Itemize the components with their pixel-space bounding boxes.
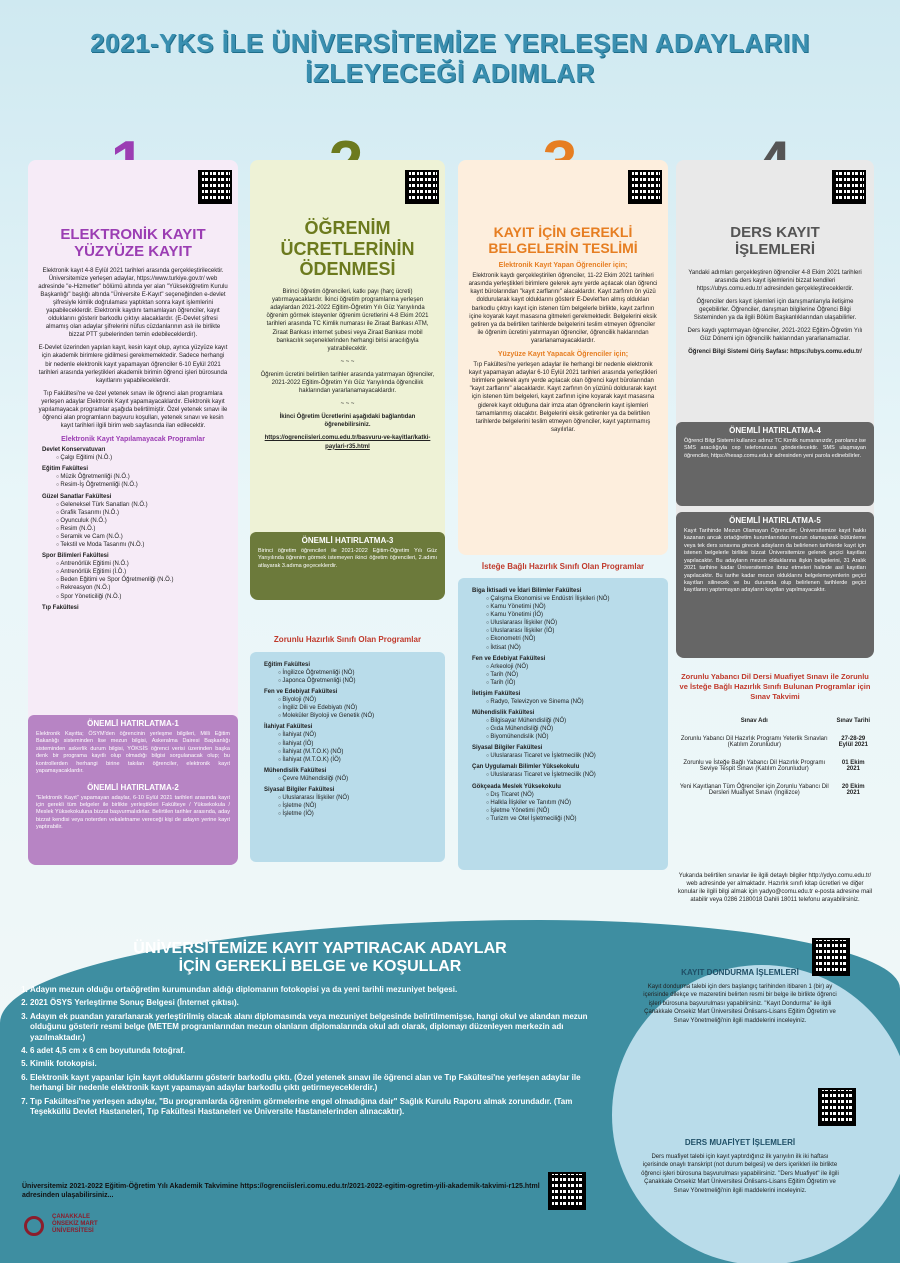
step-1-title: ELEKTRONİK KAYIT YÜZYÜZE KAYIT [60,226,206,261]
faculty-name: İlahiyat Fakültesi [264,724,313,731]
program-item: ○ Tarih (NÖ) [486,671,668,679]
program-item: ○ Antrenörlük Eğitimi (İ.Ö.) [56,568,238,576]
program-item: ○ Müzik Öğretmenliği (N.Ö.) [56,473,238,481]
program-item: ○ Uluslararası İlişkiler (NÖ) [278,794,445,802]
step-2-panel [250,160,445,600]
exam-table [676,712,874,802]
program-item: ○ İşletme (NÖ) [278,802,445,810]
requirement-item: 2. 2021 ÖSYS Yerleştirme Sonuç Belgesi (İnternet çıktısı). [30,998,590,1008]
program-item: ○ Turizm ve Otel İşletmeciliği (NÖ) [486,815,668,823]
step-3-para: Elektronik kaydı gerçekleştirilen öğrenciler, 11-22 Ekim 2021 tarihleri arasında yerleştikleri birimlere gelerek aynı yerde açılacak olan öğrenci kayıt bürolarından "kayıt zarflarını" alacaklardır. Kayıt zarfının ön yüzü doldurularak kayıt olduklarını gösterir E-Devlet'ten almış oldukları barkodlu çıktıyı kayıt için istenen tüm belgelerle birlikte, kayıt zarfının içine koyarak kayıt masasına gitmeleri gerekmektedir. Belgelerini eksik getiren ya da belirtilen tarihlerde belgelerini teslim etmeyen öğrenciler ile öğrenim ücretini yatırmayan öğrenciler, öğrencilik haklarından yararlanamayacaklardır. [468,273,658,344]
exam-col-date: Sınav Tarihi [836,718,871,724]
requirement-item: 6. Elektronik kayıt yapanlar için kayıt olduklarını gösterir barkodlu çıktı. (Özel yetenek sınavı ile öğrenci alan ve Tıp Fakültesi'ne yerleşen adaylar ile herhangi bir nedenle elektronik kayıt yapamayan adaylar barkodlu çıktı getirmeyeceklerdir.) [30,1073,590,1094]
table-row: Yeni Kayıtlanan Tüm Öğrenciler için Zorunlu Yabancı Dil Dersleri Muafiyet Sınavı (İngilizce) 20 Ekim 2021 [679,784,865,796]
program-item: ○ İktisat (NÖ) [486,644,668,652]
faculty-name: Tıp Fakültesi [42,604,79,611]
requirement-item: 7. Tıp Fakültesi'ne yerleşen adaylar, "Bu programlarda öğrenim görmelerine engel olmadığına dair" Sağlık Kurulu Raporu almak zorundadır. (Tam Teşekküllü Devlet Hastaneleri, Tıp Fakültesi Hastaneleri ve Üniversite Hastanelerinden alınacaktır). [30,1097,590,1118]
freeze-text: Kayıt dondurma talebi için ders başlangıç tarihinden itibaren 1 (bir) ay içerisinde dilekçe ve mazeretini belirten resmi bir belge ile birlikte öğrenci işleri bürosuna başvurulması yapabilirsiniz. "Kayıt Dondurma" ile ilgili Çanakkale Onsekiz Mart Üniversitesi Önlisans-Lisans Eğitim Öğretim ve Sınav Yönetmeliği'nin ilgili maddelerini inceleyiniz. [643,984,837,1024]
calendar-note[interactable]: Üniversitemiz 2021-2022 Eğitim-Öğretim Yılı Akademik Takvimine https://ogrenciisleri.comu.edu.tr/2021-2022-egitim-ogretim-yili-akademik-takvimi-r125.html adresinden ulaşabilirsiniz... [22,1183,540,1200]
requirement-item: 4. 6 adet 4,5 cm x 6 cm boyutunda fotoğraf. [30,1046,590,1056]
faculty-name: Siyasal Bilgiler Fakültesi [264,786,335,793]
freeze-section [640,968,840,1025]
note-4-title: ÖNEMLİ HATIRLATMA-4 [729,426,821,435]
step-3-para: Tıp Fakültesi'ne yerleşen adaylar ile herhangi bir nedenle elektronik kayıt yapamayan adaylar 6-10 Eylül 2021 tarihleri arasında yerleştikleri birimlere gelerek aynı yerde açılacak olan öğrenci kayıt bürolarından "kayıt zarflarını" alacaklardır. Kayıt zarfının ön yüzünü doldurarak kayıt için istenen tüm belgeleri, kayıt zarfının içine koyarak kayıt masasına giderek kayıt olduğuna dair imza atan öğrencilerin kayıt işlemleri tamamlanmış olacaktır. Belgelerini eksik getirenler ya da belirtilen tarihlerde belgelerini teslim etmeyen öğrenciler, kayıt yaptırmamış sayılırlar. [468,362,658,433]
step-4-para: Ders kaydı yaptırmayan öğrenciler, 2021-2022 Eğitim-Öğretim Yılı Güz Dönemi için öğrencilik haklarından yararlanamazlar. [687,328,863,343]
program-item: ○ Moleküler Biyoloji ve Genetik (NÖ) [278,712,445,720]
program-item: ○ Arkeoloji (NÖ) [486,663,668,671]
exempt-section [640,1138,840,1195]
qr-code-icon[interactable] [818,1088,856,1126]
faculty-name: Biga İktisadi ve İdari Bilimler Fakültesi [472,588,582,594]
program-item: ○ Kamu Yönetimi (NÖ) [486,603,668,611]
no-ekayit-list [28,447,238,610]
exam-info: Yukarıda belirtilen sınavlar ile ilgili detaylı bilgiler http://ydyo.comu.edu.tr/ web adresinde yer almaktadır. Hazırlık sınıfı kitap ücretleri ve diğer konular ile ilgili bilgi almak için yadyo@comu.edu.tr e-posta adresine mail atabilir veya 0286 2180018 Dahili 18011 telefonu arayabilirsiniz. [677,873,873,904]
step-1-para: Elektronik kayıt 4-8 Eylül 2021 tarihleri arasında gerçekleştirilecektir. Üniversitemize yerleşen adaylar, https://www.turkiye.gov.tr/ web adresinde "e-Hizmetler" bölümü altında yer alan "Yükseköğretim Kurulu Başkanlığı" başlığı altında "Üniversite E-Kayıt" seçeneğinden e-devlet şifresiyle kimlik doğrulaması yaptıktan sonra kayıt işlemlerini yapabileceklerdir. Elektronik kaydını tamamlayan öğrenciler, kayıt olduklarını gösterir barkodlu çıktıyı alacaklardır. (E-Devlet şifresi almamış olan adaylar şifrelerini nüfus cüzdanlarının aslı ile birlikte bizzat PTT şubelerinden temin edebileceklerdir). [38,267,228,339]
note-5-box [676,512,874,658]
program-item: ○ Uluslararası İlişkiler (İÖ) [486,627,668,635]
no-ekayit-title: Elektronik Kayıt Yapılamayacak Programlar [61,436,205,444]
step-2-sep: ~ ~ ~ [340,358,355,365]
program-item: ○ Uluslararası Ticaret ve İşletmecilik (NÖ) [486,752,668,760]
program-item: ○ Resim-İş Öğretmenliği (N.Ö.) [56,481,238,489]
program-item: ○ Japonca Öğretmenliği (NÖ) [278,677,445,685]
exempt-title: DERS MUAFİYET İŞLEMLERİ [684,1138,796,1147]
faculty-name: İletişim Fakültesi [472,690,521,697]
requirement-item: 1. Adayın mezun olduğu ortaöğretim kurumundan aldığı diplomanın fotokopisi ya da yeni tarihli mezuniyet belgesi. [30,985,590,995]
note-2-title: ÖNEMLİ HATIRLATMA-2 [87,782,179,792]
program-item: ○ İngiliz Dili ve Edebiyatı (NÖ) [278,704,445,712]
step-3-sub: Elektronik Kayıt Yapan Öğrenciler için; [498,262,628,270]
step-4-panel [676,160,874,658]
note-3-title: ÖNEMLİ HATIRLATMA-3 [301,536,394,545]
faculty-name: Çan Uygulamalı Bilimler Yüksekokulu [472,764,580,771]
faculty-name: Mühendislik Fakültesi [472,710,535,717]
program-item: ○ Ekonometri (NÖ) [486,635,668,643]
program-item: ○ Spor Yöneticiliği (N.Ö.) [56,593,238,601]
note-5-text: Kayıt Tarihinde Mezun Olamayan Öğrenciler; Üniversitemize kayıt hakkı kazanan ancak ortaöğretim kurumlarından mezun olamayarak bütünleme veya tek ders sınavına girecek adayların da belirlenen tarihlerde kayıt için istenen belgelerle birlikte bizzat Üniversitemize gelerek geçici kayıtları yapılacaktır. Bu adayların mezun olduklarına ilişkin belgelerini, 31 Aralık 2021 tarihine kadar Üniversitemize ibraz etmeleri halinde asıl kayıtları yapılacaktır. Bu tarihe kadar mezun olduklarını belgelemeyenlerin geçici kayıtları silinecek ve bu durumda olup belirlenen tarihlerde geçici kayıtlarını yaptırmayan adayların kayıtları yapılmayacaktır. [684,528,866,594]
compulsory-prep-panel [250,652,445,862]
qr-code-icon[interactable] [832,170,866,204]
program-item: ○ İlahiyat (M.T.O.K) (NÖ) [278,748,445,756]
note-5-title: ÖNEMLİ HATIRLATMA-5 [729,516,821,525]
step-2-title: ÖĞRENİM ÜCRETLERİNİN ÖDENMESİ [280,218,415,280]
exam-col-name: Sınav Adı [740,718,768,724]
program-item: ○ Çalgı Eğitimi (N.Ö.) [56,454,238,462]
program-item: ○ Dış Ticaret (NÖ) [486,791,668,799]
program-item: ○ Seramik ve Cam (N.Ö.) [56,533,238,541]
note-2-text: "Elektronik Kayıt" yapamayan adaylar, 6-10 Eylül 2021 tarihleri arasında kayıt için gerekli tüm belgeler ile birlikte yerleştikleri Fakülteye / Yüksekokula / Meslek Yüksekokuluna bizzat başvurmalıdırlar. Belirtilen tarihler arasında, aday bizzat kendisi veya noterden vekaletname vereceği kişi de adayın yerine kayıt yaptırabilir. [36,794,230,831]
exam-title: Zorunlu Yabancı Dil Dersi Muafiyet Sınavı ile Zorunlu ve İsteğe Bağlı Hazırlık Sınıfı Bulunan Programlar için Sınav Takvimi [679,672,871,701]
program-item: ○ İşletme Yönetimi (NÖ) [486,807,668,815]
program-item: ○ Uluslararası Ticaret ve İşletmecilik (NÖ) [486,771,668,779]
compulsory-prep-list [250,652,445,818]
step-1-panel [28,160,238,865]
note-4-text: Öğrenci Bilgi Sistemi kullanıcı adınız TC Kimlik numaranızdır, parolanız ise SMS aracılığıyla cep telefonunuza gönderilecektir. SMS ulaşmayan öğrenciler, https://hesap.comu.edu.tr adresinden yeni parola edinebilirler. [684,438,866,459]
step-3-title: KAYIT İÇİN GEREKLİ BELGELERİN TESLİMİ [488,224,638,257]
step-3-panel [458,160,668,555]
faculty-name: Fen ve Edebiyat Fakültesi [264,689,338,696]
program-item: ○ Biyoloji (NÖ) [278,696,445,704]
faculty-name: Devlet Konservatuvarı [42,447,106,454]
program-item: ○ Oyunculuk (N.Ö.) [56,517,238,525]
program-item: ○ Halkla İlişkiler ve Tanıtım (NÖ) [486,799,668,807]
program-item: ○ Grafik Tasarımı (N.Ö.) [56,509,238,517]
faculty-name: Mühendislik Fakültesi [264,767,327,774]
step-2-para: Birinci öğretim öğrencileri, katkı payı (harç ücreti) yatırmayacaklardır. İkinci öğretim programlarına yerleşen adaylardan 2021-2022 Eğitim-Öğretim Yılı Güz Yarıyılında öğrenim görmek isteyenler öğrenim ücretlerini 4-8 Ekim 2021 tarihleri arasında TC Kimlik numarası ile Ziraat Bankası ATM, Ziraat Bankası internet şubesi veya Ziraat Bankası mobil bankacılık seçeneklerinden herhangi birisi aracılığıyla yatırabilecektir. [266,289,429,352]
exempt-text: Ders muafiyet talebi için kayıt yaptırdığınız ilk yarıyılın ilk iki haftası içerisinde onaylı transkript (not durum belgesi) ve ders içerikleri ile birlikte öğrenci işleri bürosuna başvurulması yapabilirsiniz. "Ders Muafiyet" ile ilgili Çanakkale Onsekiz Mart Üniversitesi Önlisans-Lisans Eğitim Öğretim ve Sınav Yönetmeliği'nin ilgili maddelerini inceleyiniz. [641,1154,839,1194]
note-1-2-box [28,715,238,865]
program-item: ○ Rekreasyon (N.Ö.) [56,584,238,592]
table-row: Zorunlu ve İsteğe Bağlı Yabancı Dil Hazırlık Programı Seviye Tespit Sınavı (Katılım Zorunludur) 01 Ekim 2021 [683,760,865,772]
faculty-name: Güzel Sanatlar Fakültesi [42,493,112,500]
qr-code-icon[interactable] [548,1172,586,1210]
step-4-title: DERS KAYIT İŞLEMLERİ [730,224,820,259]
requirement-item: 3. Adayın ek puandan yararlanarak yerleştirilmiş olacak alanı diplomasında veya mezuniyet belgesinde belirtilmemişse, hangi okul ve alandan mezun olduğunu gösterir resmi belge (METEM programlarından mezun olanların diplomalarında okul adı olarak, diplomayı düzenleyen merkezin adı yazılmaktadır.) [30,1012,590,1043]
optional-prep-panel [458,578,668,870]
note-3-text: Birinci öğretim öğrencileri ile 2021-2022 Eğitim-Öğretim Yılı Güz Yarıyılında öğrenim görmek istemeyen ikinci öğretim öğrencileri, 2.adımı atlayarak 3.adıma geçeceklerdir. [258,548,437,569]
program-item: ○ İşletme (İÖ) [278,810,445,818]
step-1-para: Tıp Fakültesi'ne ve özel yetenek sınavı ile öğrenci alan programlara yerleşen adaylar Elektronik Kayıt yapamayacaklardır. Elektronik kayıt yapılamayacak programlar aşağıda belirtilmiştir. Özel yetenek sınavı ile öğrenci alan programların başvuru koşulları, yetenek sınavı ve kesin kayıt tarihleri ilgili birim web sayfasında ilan edilecektir. [38,390,228,430]
compulsory-prep-title: Zorunlu Hazırlık Sınıfı Olan Programlar [273,635,422,644]
faculty-name: Fen ve Edebiyat Fakültesi [472,655,546,662]
poster-title-line2: İZLEYECEĞİ ADIMLAR [305,58,595,88]
program-item: ○ Biyomühendislik (NÖ) [486,733,668,741]
obs-link[interactable]: Öğrenci Bilgi Sistemi Giriş Sayfası: https://ubys.comu.edu.tr/ [688,349,862,356]
qr-code-icon[interactable] [405,170,439,204]
requirements-list [30,985,590,1120]
step-4-para: Yandaki adımları gerçekleştiren öğrenciler 4-8 Ekim 2021 tarihleri arasında ders kayıt işlemlerini bizzat kendileri https://ubys.comu.edu.tr/ adresinden gerçekleştireceklerdir. [688,269,862,292]
step-2-para: İkinci Öğretim Ücretlerini aşağıdaki bağlantıdan öğrenebilirsiniz. [279,414,416,429]
optional-prep-list [458,578,668,823]
step-2-sep: ~ ~ ~ [340,401,355,408]
program-item: ○ Bilgisayar Mühendisliği (NÖ) [486,717,668,725]
optional-prep-title: İsteğe Bağlı Hazırlık Sınıfı Olan Programlar [481,562,645,571]
poster-title-line1: 2021-YKS İLE ÜNİVERSİTEMİZE YERLEŞEN ADAYLARIN [90,28,810,58]
program-item: ○ Tarih (İÖ) [486,679,668,687]
note-1-text: Elektronik Kayıtta; ÖSYM'den öğrencinin yerleşme bilgileri, Milli Eğitim Bakanlığı sisteminden lise mezun bilgisi, Askeralma Dairesi Başkanlığı sisteminden askerlik durum bilgisi, YÖKSİS öğrenci verisi üzerinden başka denk bir programa kayıtlı olup olmadığı bilgisi sorgulanacak olup; bu kontrollerden herhangi birine takılan öğrenciler, elektronik kayıt yapamayacaklardır. [36,731,230,775]
fee-link[interactable]: https://ogrenciisleri.comu.edu.tr/basvuru-ve-kayitlar/katki-paylari-r35.html [264,435,431,450]
faculty-name: Siyasal Bilgiler Fakültesi [472,745,543,752]
program-item: ○ İlahiyat (NÖ) [278,731,445,739]
program-item: ○ Radyo, Televizyon ve Sinema (NÖ) [486,698,668,706]
faculty-name: Eğitim Fakültesi [264,662,311,668]
requirement-item: 5. Kimlik fotokopisi. [30,1059,590,1069]
qr-code-icon[interactable] [628,170,662,204]
note-3-box [250,532,445,600]
note-1-title: ÖNEMLİ HATIRLATMA-1 [87,719,179,728]
program-item: ○ İlahiyat (İÖ) [278,740,445,748]
step-2-para: Öğrenim ücretini belirtilen tarihler arasında yatırmayan öğrenciler, 2021-2022 Eğitim-Öğretim Yılı Güz Yarıyılında öğrenciliık haklarından yararlanamayacaklardır. [260,371,435,395]
requirements-title: ÜNİVERSİTEMİZE KAYIT YAPTIRACAK ADAYLAR İÇİN GEREKLİ BELGE ve KOŞULLAR [133,940,507,976]
program-item: ○ Gıda Mühendisliği (NÖ) [486,725,668,733]
step-1-para: E-Devlet üzerinden yapılan kayıt, kesin kayıt olup, ayrıca yüzyüze kayıt için akademik birimlere gidilmesi gerekmemektedir. Sadece herhangi bir nedenle elektronik kayıt yapamayan öğrenciler 6-10 Eylül 2021 tarihleri arasında yerleştikleri akademik birimin öğrenci işleri bürosunda kayıtlarını yapabileceklerdir. [38,345,228,384]
program-item: ○ Uluslararası İlişkiler (NÖ) [486,619,668,627]
university-logo-icon [24,1216,44,1236]
program-item: ○ Çevre Mühendisliği (NÖ) [278,775,445,783]
program-item: ○ İlahiyat (M.T.O.K) (İÖ) [278,756,445,764]
table-row: Zorunlu Yabancı Dil Hazırlık Programı Yeterlik Sınavları (Katılım Zorunludur) 27-28-29 Eylül 2021 [680,736,868,748]
program-item: ○ Kamu Yönetimi (İÖ) [486,611,668,619]
program-item: ○ Resim (N.Ö.) [56,525,238,533]
program-item: ○ Antrenörlük Eğitimi (N.Ö.) [56,560,238,568]
freeze-title: KAYIT DONDURMA İŞLEMLERİ [681,968,799,977]
program-item: ○ Geleneksel Türk Sanatları (N.Ö.) [56,501,238,509]
note-4-box [676,422,874,506]
faculty-name: Spor Bilimleri Fakültesi [42,553,109,560]
step-4-para: Öğrenciler ders kayıt işlemleri için danışmanlarıyla iletişime geçebilirler. Öğrenciler, danışman bilgilerine Öğrenci Bilgi Sisteminden ya da ilgili Bölüm Başkanlıklarından ulaşabilirler. [693,298,857,321]
faculty-name: Eğitim Fakültesi [42,466,89,473]
program-item: ○ Tekstil ve Moda Tasarımı (N.Ö.) [56,541,238,549]
faculty-name: Gökçeada Meslek Yüksekokulu [472,783,561,790]
qr-code-icon[interactable] [198,170,232,204]
university-logo: ÇANAKKALE ONSEKİZ MART ÜNİVERSİTESİ [52,1214,98,1235]
program-item: ○ İngilizce Öğretmenliği (NÖ) [278,669,445,677]
program-item: ○ Beden Eğitimi ve Spor Öğretmenliği (N.Ö.) [56,576,238,584]
step-3-sub: Yüzyüze Kayıt Yapacak Öğrenciler için; [497,351,629,359]
program-item: ○ Çalışma Ekonomisi ve Endüstri İlişkileri (NÖ) [486,595,668,603]
